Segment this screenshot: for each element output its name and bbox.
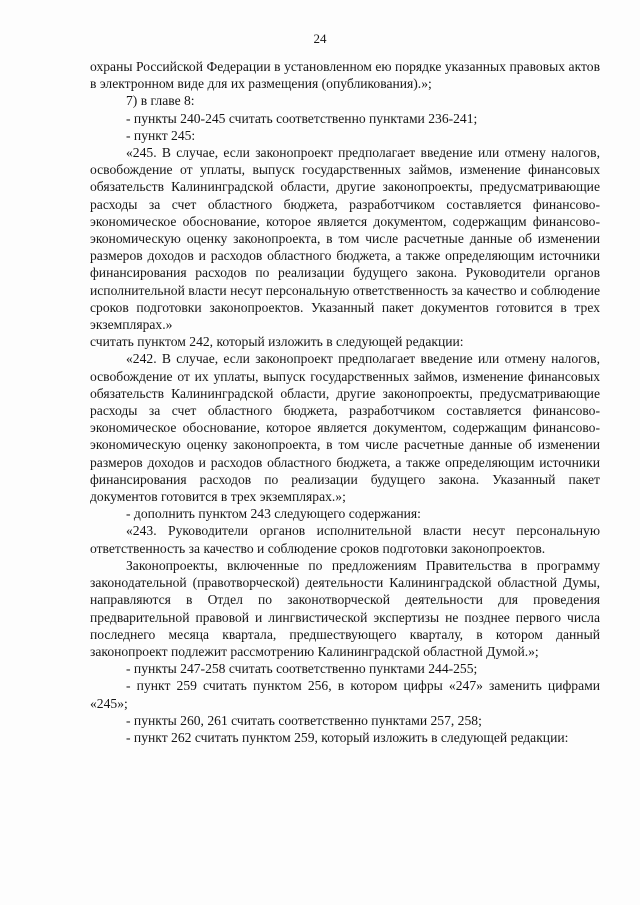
paragraph: охраны Российской Федерации в установленном ею порядке указанных правовых актов в электронном виде для их размещения (опубликования).»;	[90, 59, 600, 92]
paragraph: - дополнить пунктом 243 следующего содержания:	[126, 506, 421, 522]
paragraph: - пункты 240-245 считать соответственно пунктами 236-241;	[126, 110, 478, 126]
paragraph: - пункты 260, 261 считать соответственно пунктами 257, 258;	[126, 712, 482, 728]
paragraph: 7) в главе 8:	[126, 93, 195, 109]
page-number: 24	[313, 31, 327, 46]
paragraph: - пункт 262 считать пунктом 259, который изложить в следующей редакции:	[126, 729, 569, 745]
paragraph: «242. В случае, если законопроект предполагает введение или отмену налогов, освобождение от их уплаты, выпуск государственных займов, изменение финансовых обязательств Калининградской области, другие законопроекты, предусматривающие расходы за счет областного бюджета, разработчиком составляется финансово-экономическое обоснование, которое является документом, содержащим финансово-экономическую оценку законопроекта, в том числе расчетные данные об изменении размеров доходов и расходов областного бюджета, а также определяющим источники финансирования расходов по реализации будущего закона. Указанный пакет документов готовится в трех экземплярах.»;	[90, 351, 600, 505]
paragraph: «243. Руководители органов исполнительной власти несут персональную ответственность за качество и соблюдение сроков подготовки законопроектов.	[90, 523, 600, 556]
document-body	[90, 58, 600, 746]
paragraph: считать пунктом 242, который изложить в следующей редакции:	[90, 334, 464, 350]
paragraph: - пункты 247-258 считать соответственно пунктами 244-255;	[126, 661, 478, 677]
paragraph: - пункт 245:	[126, 127, 196, 143]
paragraph: - пункт 259 считать пунктом 256, в котором цифры «247» заменить цифрами «245»;	[90, 678, 600, 711]
paragraph: «245. В случае, если законопроект предполагает введение или отмену налогов, освобождение от уплаты, выпуск государственных займов, изменение финансовых обязательств Калининградской области, другие законопроекты, предусматривающие расходы за счет областного бюджета, разработчиком составляется финансово-экономическое обоснование, которое является документом, содержащим финансово-экономическую оценку законопроекта, в том числе расчетные данные об изменении размеров доходов и расходов областного бюджета, а также определяющим источники финансирования расходов по реализации будущего закона. Руководители органов исполнительной власти несут персональную ответственность за качество и соблюдение сроков подготовки законопроектов. Указанный пакет документов готовится в трех экземплярах.»	[90, 145, 600, 333]
paragraph: Законопроекты, включенные по предложениям Правительства в программу законодательной (правотворческой) деятельности Калининградской областной Думы, направляются в Отдел по законотворческой деятельности для проведения предварительной правовой и лингвистической экспертизы не позднее первого числа последнего месяца квартала, предшествующего кварталу, в котором данный законопроект подлежит рассмотрению Калининградской областной Думой.»;	[90, 557, 600, 659]
